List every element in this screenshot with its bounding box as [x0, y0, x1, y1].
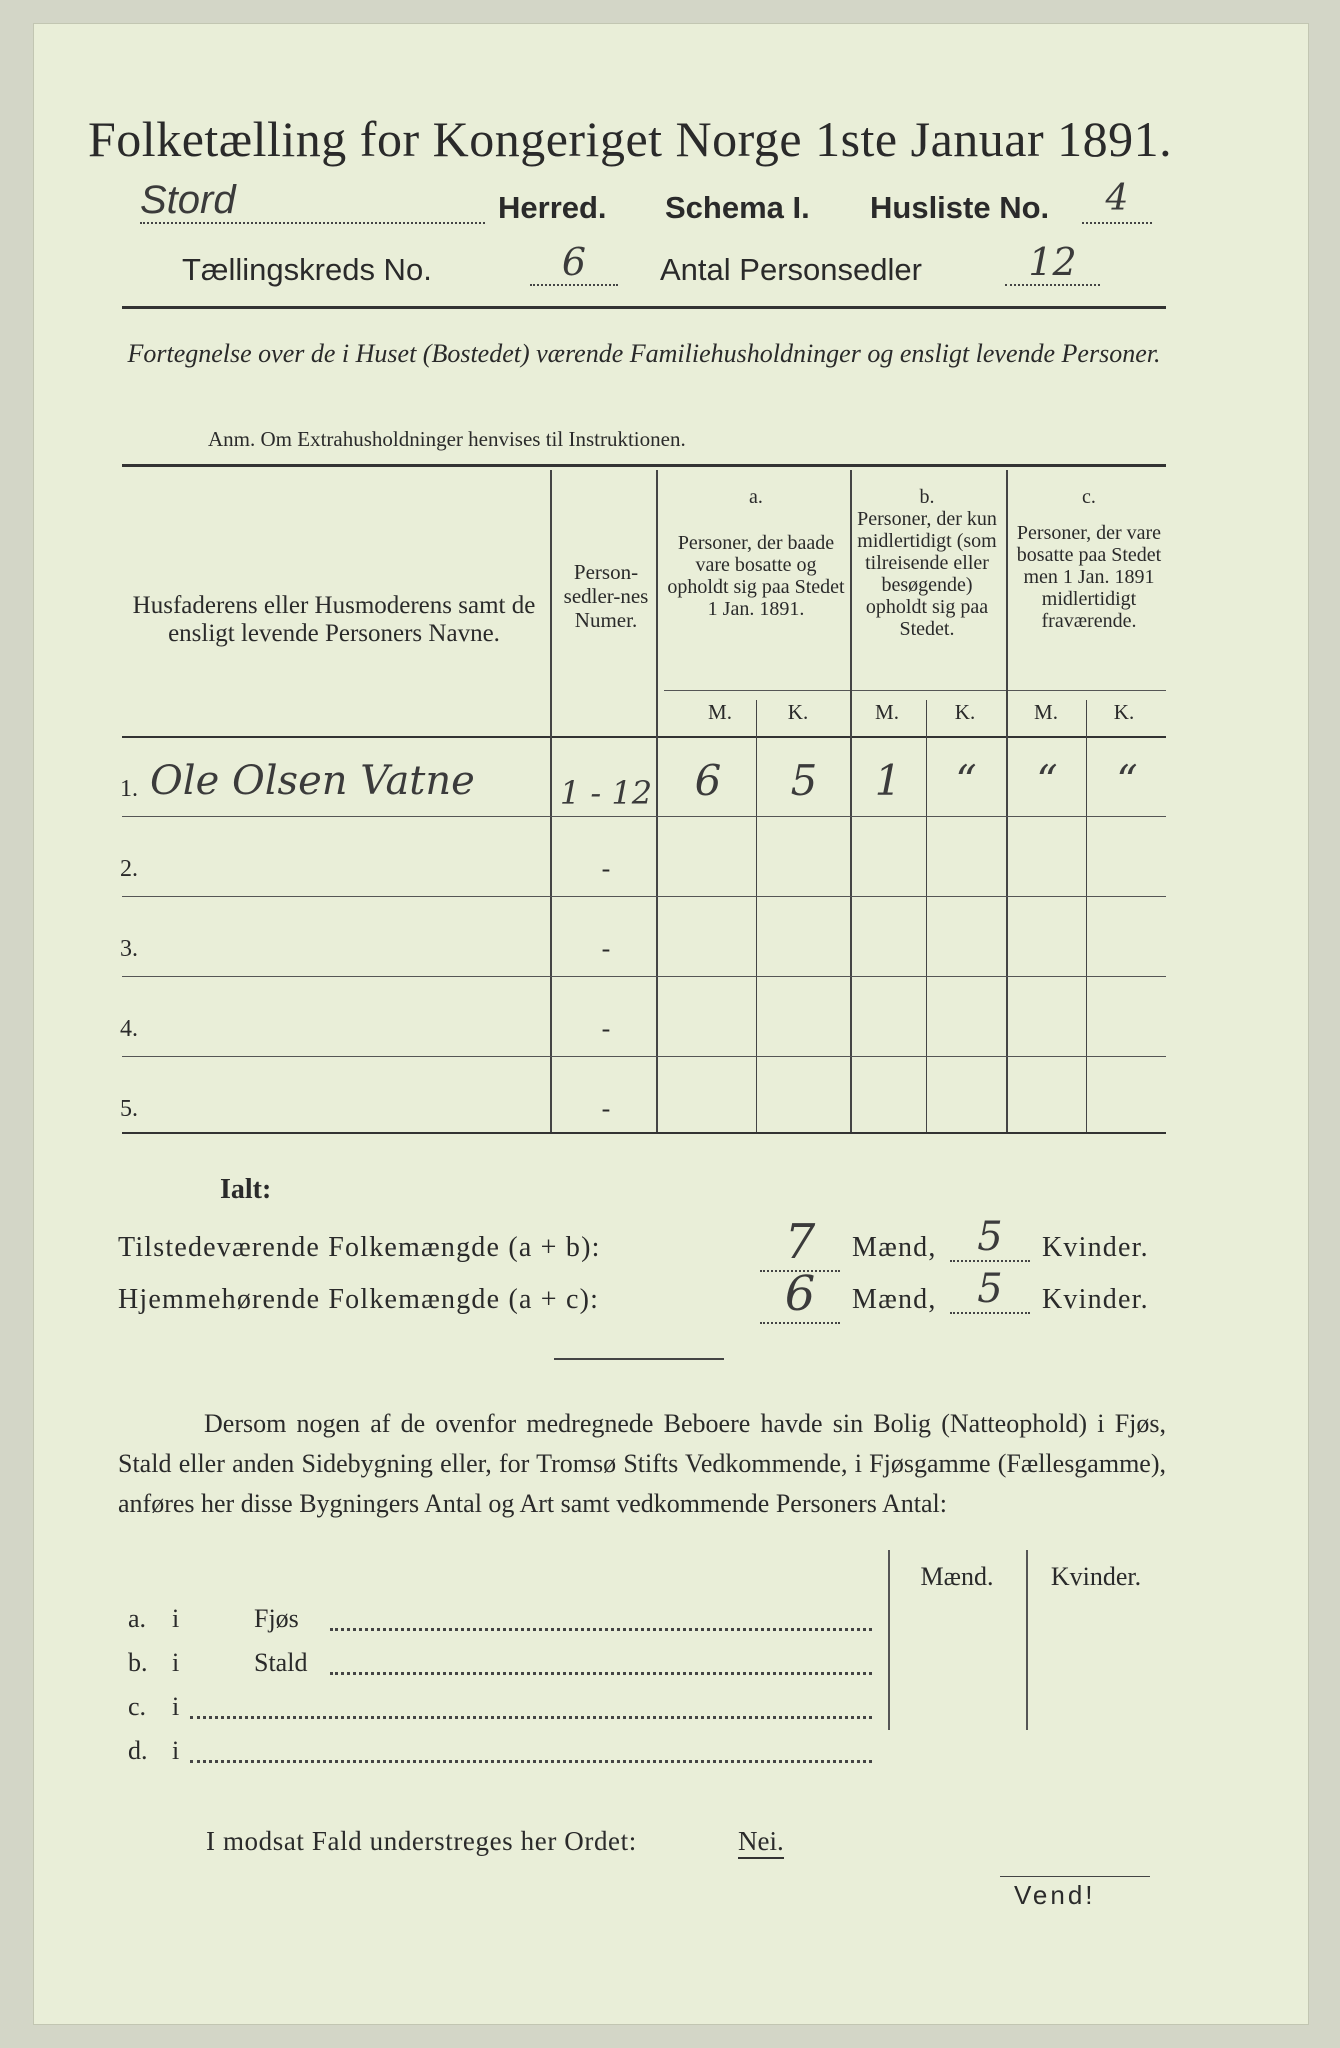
- form-title: Folketælling for Kongeriget Norge 1ste Januar 1891.: [88, 111, 1173, 167]
- hjemme-m-value: 6: [760, 1266, 840, 1324]
- buildings-paragraph: Dersom nogen af de ovenfor medregnede Beboere havde sin Bolig (Natteophold) i Fjøs, Stald eller anden Sidebygning eller, for Tromsø Stifts Vedkommende, i Fjøsgamme (Fællesgamme), anføres her disse Bygningers Antal og Art samt vedkommende Personers Antal:: [118, 1409, 1166, 1518]
- col-b-k: K.: [954, 700, 976, 724]
- row-personsedler-num: -: [601, 1014, 611, 1043]
- row-count-ak: 5: [790, 756, 818, 805]
- vline-c-mk: [1086, 700, 1087, 1132]
- building-name: Fjøs: [254, 1604, 299, 1633]
- header-bottom-rule: [122, 736, 1166, 738]
- vline-b: [1006, 470, 1008, 1132]
- vend-label: Vend!: [1014, 1880, 1096, 1910]
- table-top-rule: [122, 464, 1166, 467]
- building-i: i: [172, 1604, 180, 1633]
- col-header-a: Personer, der baade vare bosatte og opholdt sig paa Stedet 1 Jan. 1891.: [667, 532, 845, 620]
- hjemme-kvinder: Kvinder.: [1042, 1284, 1149, 1315]
- building-letter: b.: [128, 1648, 148, 1677]
- header-rule: [122, 306, 1166, 309]
- row-number: 3.: [120, 936, 138, 962]
- building-dotted-line: [190, 1716, 872, 1719]
- personsedler-label: Antal Personsedler: [660, 252, 922, 287]
- col-b-m: M.: [875, 700, 899, 724]
- tilstede-k-value: 5: [950, 1214, 1030, 1262]
- tilstede-kvinder: Kvinder.: [1042, 1232, 1149, 1263]
- buildings-vline-1: [888, 1550, 890, 1730]
- husliste-value: 4: [1082, 178, 1152, 224]
- building-i: i: [172, 1648, 180, 1677]
- building-letter: c.: [128, 1692, 147, 1721]
- hjemme-label: Hjemmehørende Folkemængde (a + c):: [118, 1284, 600, 1315]
- husliste-label: Husliste No.: [870, 190, 1050, 225]
- vend-rule: [1000, 1876, 1150, 1877]
- col-a-k: K.: [787, 700, 809, 724]
- row-rule: [122, 976, 1166, 977]
- census-form-sheet: [34, 24, 1308, 2024]
- vline-name: [550, 470, 552, 1132]
- herred-value: Stord: [140, 178, 485, 224]
- row-personsedler-num: -: [601, 934, 611, 963]
- building-name: Stald: [254, 1648, 308, 1677]
- row-rule: [122, 1056, 1166, 1057]
- footer-word-nei: Nei.: [738, 1826, 784, 1859]
- building-letter: d.: [128, 1736, 148, 1765]
- tilstede-m-value: 7: [760, 1214, 840, 1272]
- row-number: 1.: [120, 776, 138, 802]
- row-count-bk: “: [955, 756, 977, 805]
- kreds-label: Tællingskreds No.: [182, 252, 432, 287]
- section-divider: [554, 1358, 724, 1360]
- col-c-m: M.: [1034, 700, 1058, 724]
- kreds-value: 6: [530, 240, 618, 286]
- row-personsedler-num: -: [601, 854, 611, 883]
- row-count-am: 6: [694, 756, 722, 805]
- col-header-c: Personer, der vare bosatte paa Stedet men 1 Jan. 1891 midlertidigt fraværende.: [1016, 522, 1162, 632]
- row-number: 4.: [120, 1016, 138, 1042]
- vline-a-mk: [756, 700, 757, 1132]
- hjemme-k-value: 5: [950, 1266, 1030, 1314]
- row-rule: [122, 896, 1166, 897]
- row-personsedler-num: 1 - 12: [559, 774, 653, 812]
- building-dotted-line: [330, 1628, 872, 1631]
- col-a-m: M.: [708, 700, 732, 724]
- form-note: Anm. Om Extrahusholdninger henvises til Instruktionen.: [208, 427, 686, 451]
- table-bottom-rule: [122, 1132, 1166, 1134]
- row-count-cm: “: [1036, 756, 1058, 805]
- personsedler-value: 12: [1005, 240, 1100, 286]
- vline-num: [656, 470, 658, 1132]
- hjemme-maend: Mænd,: [852, 1284, 937, 1315]
- building-dotted-line: [330, 1672, 872, 1675]
- ialt-label: Ialt:: [220, 1174, 272, 1205]
- row-rule: [122, 816, 1166, 817]
- building-i: i: [172, 1692, 180, 1721]
- col-header-b: Personer, der kun midlertidigt (som tilreisende eller besøgende) opholdt sig paa Stedet.: [857, 508, 997, 640]
- building-i: i: [172, 1736, 180, 1765]
- building-dotted-line: [190, 1760, 872, 1763]
- row-personsedler-num: -: [601, 1094, 611, 1123]
- col-header-c-letter: c.: [1082, 486, 1096, 508]
- buildings-vline-2: [1026, 1550, 1028, 1730]
- col-header-b-letter: b.: [919, 486, 935, 508]
- col-header-a-letter: a.: [749, 486, 763, 508]
- col-header-num: Person-sedler-nes Numer.: [563, 560, 649, 632]
- row-person-name: Ole Olsen Vatne: [150, 758, 475, 804]
- row-number: 2.: [120, 856, 138, 882]
- col-c-k: K.: [1113, 700, 1135, 724]
- footer-text: I modsat Fald understreges her Ordet:: [206, 1826, 637, 1856]
- schema-label: Schema I.: [665, 190, 810, 225]
- vline-b-mk: [926, 700, 927, 1132]
- building-letter: a.: [128, 1604, 147, 1633]
- row-count-bm: 1: [874, 756, 902, 805]
- buildings-col-k: Kvinder.: [1050, 1562, 1142, 1591]
- tilstede-maend: Mænd,: [852, 1232, 937, 1263]
- herred-label: Herred.: [498, 190, 607, 225]
- tilstede-label: Tilstedeværende Folkemængde (a + b):: [118, 1232, 601, 1263]
- mk-header-rule: [664, 690, 1166, 691]
- row-number: 5.: [120, 1096, 138, 1122]
- form-description: Fortegnelse over de i Huset (Bostedet) værende Familiehusholdninger og ensligt levende Personer.: [127, 339, 1161, 368]
- col-header-name: Husfaderens eller Husmoderens samt de ensligt levende Personers Navne.: [132, 592, 536, 647]
- buildings-col-m: Mænd.: [920, 1562, 994, 1591]
- row-count-ck: “: [1116, 756, 1138, 805]
